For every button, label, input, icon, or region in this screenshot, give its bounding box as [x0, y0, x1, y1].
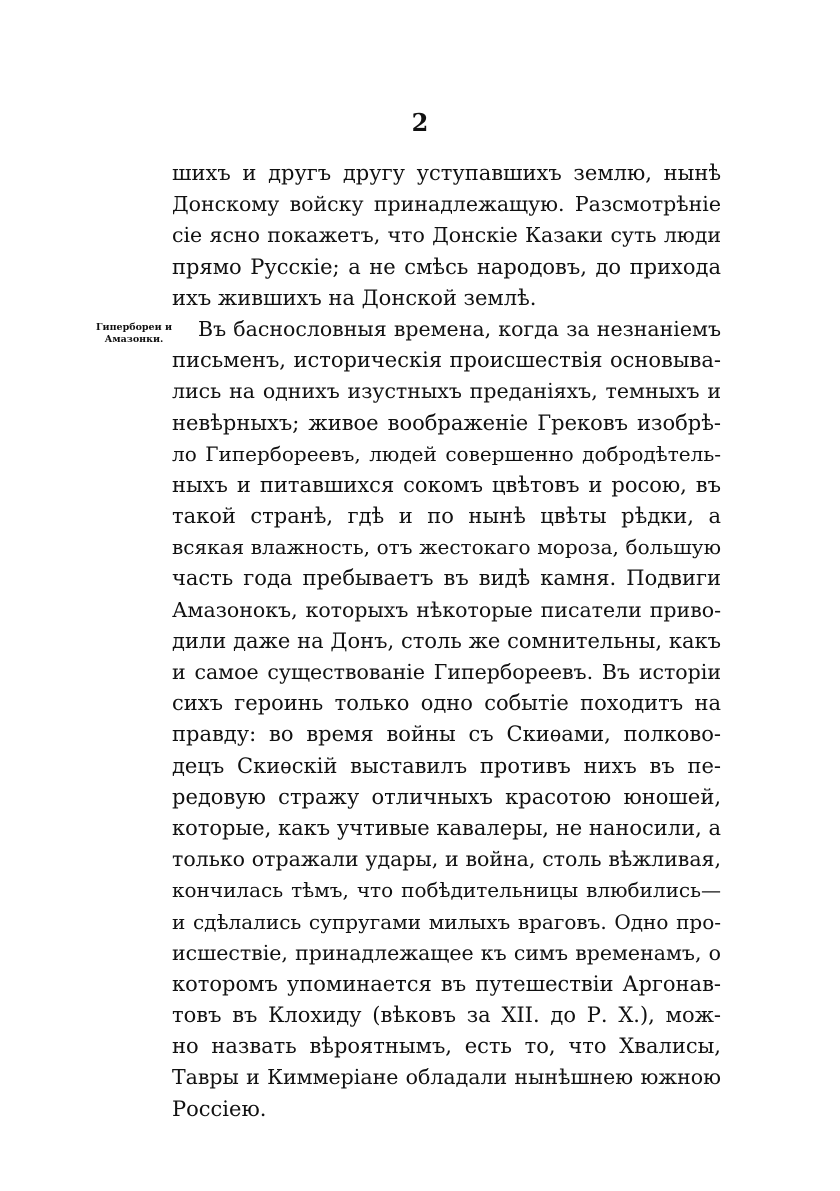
text-line: Тавры и Киммеріане обладали нынѣшнею южною [172, 1065, 721, 1090]
text-line: лись на однихъ изустныхъ преданіяхъ, темныхъ и [172, 379, 721, 404]
text-line: ло Гипербореевъ, людей совершенно добродѣтель- [172, 441, 721, 466]
text-line: товъ въ Клохиду (вѣковъ за XII. до Р. Х.), мож- [172, 1003, 721, 1028]
page-number: 2 [411, 108, 429, 137]
text-line: и сдѣлались супругами милыхъ враговъ. Одно про- [172, 909, 721, 934]
text-line: Россіею. [172, 1096, 267, 1121]
text-line: дили даже на Донъ, столь же сомнительны, какъ [172, 628, 721, 653]
text-line: кончилась тѣмъ, что побѣдительницы влюбились— [172, 878, 721, 903]
text-line: Въ баснословныя времена, когда за незнаніемъ [198, 316, 721, 341]
text-line: которые, какъ учтивые кавалеры, не наносили, а [172, 815, 721, 840]
margin-note [86, 322, 182, 346]
text-line: письменъ, историческія происшествія основыва- [172, 348, 721, 373]
text-line: правду: во время войны съ Скиѳами, полково- [172, 722, 721, 747]
text-line: только отражали удары, и война, столь вѣжливая, [172, 847, 721, 872]
text-line: прямо Русскіе; а не смѣсь народовъ, до прихода [172, 254, 721, 279]
text-line: Донскому войску принадлежащую. Разсмотрѣніе [172, 192, 721, 217]
text-line: исшествіе, принадлежащее къ симъ временамъ, о [172, 940, 721, 965]
text-line: сіе ясно покажетъ, что Донскіе Казаки суть люди [172, 223, 721, 248]
text-line: шихъ и другъ другу уступавшихъ землю, нынѣ [172, 161, 721, 185]
text-line: но назвать вѣроятнымъ, есть то, что Хвалисы, [172, 1034, 721, 1059]
text-line: ныхъ и питавшихся сокомъ цвѣтовъ и росою, въ [172, 472, 721, 497]
text-line: и самое существованіе Гипербореевъ. Въ исторіи [172, 660, 721, 684]
text-line: Амазонокъ, которыхъ нѣкоторые писатели приво- [172, 597, 721, 622]
text-line: такой странѣ, гдѣ и по нынѣ цвѣты рѣдки, а [172, 504, 721, 529]
text-line: всякая влажность, отъ жестокаго мороза, большую [172, 535, 721, 560]
text-line: ихъ жившихъ на Донской землѣ. [172, 285, 537, 310]
margin-note-line: Гипербореи и [95, 322, 172, 333]
text-line: которомъ упоминается въ путешествіи Аргонав- [172, 971, 721, 996]
text-line: часть года пребываетъ въ видѣ камня. Подвиги [172, 566, 721, 591]
body-text [172, 158, 721, 1125]
text-line: редовую стражу отличныхъ красотою юношей, [172, 784, 721, 809]
text-line: децъ Скиѳскій выставилъ противъ нихъ въ пе- [172, 753, 721, 778]
margin-note-line: Амазонки. [104, 334, 164, 345]
text-line: сихъ героинь только одно событіе походитъ на [172, 691, 721, 716]
text-line: невѣрныхъ; живое воображеніе Грековъ изобрѣ- [172, 410, 721, 435]
